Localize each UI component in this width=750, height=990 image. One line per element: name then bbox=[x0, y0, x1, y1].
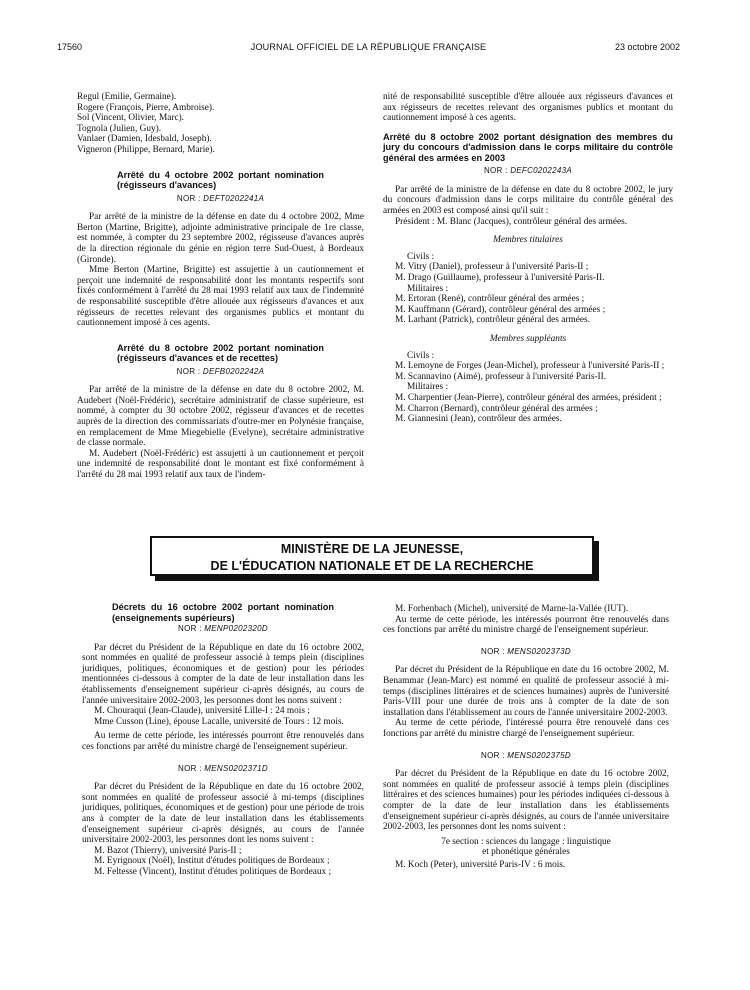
page-number: 17560 bbox=[57, 42, 83, 52]
group-label: Civils : bbox=[407, 350, 435, 361]
arrete-title: Arrêté du 8 octobre 2002 portant désignation des membres du jury du concours d'admission dans le corps militaire du contrôle général des armées en 2003 bbox=[383, 131, 673, 163]
nor-reference: NOR : DEFC0202243A bbox=[483, 166, 573, 176]
list-item: M. Drago (Guillaume), professeur à l'université Paris-II. bbox=[395, 273, 605, 284]
list-item: Tognola (Julien, Guy). bbox=[77, 123, 162, 134]
arrete-title: Arrêté du 8 octobre 2002 portant nomination (régisseurs d'avances et de recettes) bbox=[117, 342, 324, 364]
paragraph: Par arrêté de la ministre de la défense en date du 8 octobre 2002, le jury du concours d'admission dans le corps militaire du contrôle général des armées en 2003 est composé ainsi qu'il suit : bbox=[383, 184, 673, 217]
list-item: Regul (Emilie, Germaine). bbox=[77, 92, 177, 102]
top-left-column bbox=[77, 92, 364, 481]
list-item: M. Scannavino (Aimé), professeur à l'université Paris-II. bbox=[395, 371, 607, 382]
section-heading: Membres titulaires bbox=[493, 235, 563, 246]
nor-reference: NOR : MENS0202375D bbox=[481, 750, 571, 760]
nor-reference: NOR : MENS0202373D bbox=[481, 646, 571, 656]
paragraph: Par arrêté de la ministre de la défense en date du 8 octobre 2002, M. Audebert (Noël-Frédéric), secrétaire administratif de classe supérieure, est nommé, à compter du 30 octobre 2002, régisseur d'avances et de recettes auprès de la direction des commissariats d'outre-mer en Polynésie française, en remplacement de Mme Miegebielle (Evelyne), secrétaire administrative de classe normale. bbox=[77, 385, 364, 449]
list-item: M. Giannesini (Jean), contrôleur des armées. bbox=[395, 414, 562, 425]
list-item: Sol (Vincent, Olivier, Marc). bbox=[77, 113, 184, 124]
ministry-line-1: MINISTÈRE DE LA JEUNESSE, bbox=[280, 542, 464, 556]
list-item: M. Koch (Peter), université Paris-IV : 6 mois. bbox=[395, 859, 566, 870]
nor-reference: NOR : MENP0202320D bbox=[178, 624, 268, 633]
arrete-title: Arrêté du 4 octobre 2002 portant nomination (régisseurs d'avances) bbox=[117, 169, 324, 191]
paragraph: Par arrêté de la ministre de la défense en date du 4 octobre 2002, Mme Berton (Martine, Brigitte), adjointe administrative principale de 1re classe, est nommée, à compter du 23 septembre 2002, régisseuse d'avances auprès de la direction régionale du génie en région terre Sud-Ouest, à Bordeaux (Gironde). bbox=[77, 212, 364, 265]
list-item: M. Charpentier (Jean-Pierre), contrôleur général des armées, président ; bbox=[395, 392, 662, 403]
list-item: M. Eyrignoux (Noël), Institut d'études politiques de Bordeaux ; bbox=[94, 856, 330, 867]
paragraph: nité de responsabilité susceptible d'être allouée aux régisseurs d'avances et aux régisseurs de recettes relevant des organismes publics et montant du cautionnement imposé à ces agents. bbox=[383, 92, 673, 124]
list-item: M. Larhant (Patrick), contrôleur général des armées. bbox=[395, 315, 590, 326]
decret-title: Décrets du 16 octobre 2002 portant nomination (enseignements supérieurs) bbox=[112, 602, 334, 623]
section-label: 7e section : sciences du langage : linguistique bbox=[441, 836, 611, 847]
list-item: M. Ertoran (René), contrôleur général des armées ; bbox=[395, 294, 585, 305]
nor-reference: NOR : DEFB0202242A bbox=[176, 366, 265, 376]
list-item: M. Vitry (Daniel), professeur à l'université Paris-II ; bbox=[395, 262, 589, 273]
list-item: Mme Cusson (Line), épouse Lacalle, université de Tours : 12 mois. bbox=[94, 716, 344, 727]
group-label: Civils : bbox=[407, 251, 435, 262]
list-item: M. Forhenbach (Michel), université de Marne-la-Vallée (IUT). bbox=[395, 604, 629, 614]
list-item: M. Chouraqui (Jean-Claude), université Lille-I : 24 mois ; bbox=[94, 706, 310, 717]
list-item: Vanlaer (Damien, Idesbald, Joseph). bbox=[77, 134, 212, 145]
list-item: Vigneron (Philippe, Bernard, Marie). bbox=[77, 144, 215, 155]
top-right-column bbox=[383, 92, 673, 425]
list-item: M. Lemoyne de Forges (Jean-Michel), professeur à l'université Paris-II ; bbox=[395, 361, 665, 372]
list-item: M. Feltesse (Vincent), Institut d'études politiques de Bordeaux ; bbox=[94, 866, 332, 877]
nor-reference: NOR : DEFT0202241A bbox=[176, 193, 265, 203]
paragraph: Par décret du Président de la République en date du 16 octobre 2002, sont nommées en qualité de professeur associé à temps plein (disciplines juridiques, politiques, économiques et de gestion) pour les périodes mentionnées ci-dessous à compter de la date de leur installation dans les établissements d'enseignement supérieur ci-après désignés, au cours de l'année universitaire 2002-2003, les personnes dont les noms suivent : bbox=[82, 642, 364, 706]
paragraph: Par décret du Président de la République en date du 16 octobre 2002, sont nommées en qualité de professeur associé à mi-temps (disciplines juridiques, politiques, économiques et de gestion) pour une période de trois ans à compter de la date de leur installation dans les établissements d'enseignement supérieur ci-après désignés, au cours de l'année universitaire 2002-2003, les personnes dont les noms suivent : bbox=[82, 782, 364, 846]
list-item: M. Bazot (Thierry), université Paris-II ; bbox=[94, 845, 242, 856]
group-label: Militaires : bbox=[407, 283, 449, 294]
paragraph: Par décret du Président de la République en date du 16 octobre 2002, M. Benammar (Jean-Marc) est nommé en qualité de professeur associé à mi-temps (disciplines littéraires et de sciences humaines) auprès de l'université Paris-VIII pour une durée de trois ans à compter de la date de son installation dans l'établissement au cours de l'année universitaire 2002-2003. bbox=[383, 665, 669, 718]
group-label: Militaires : bbox=[407, 382, 449, 393]
bottom-left-column bbox=[82, 602, 364, 877]
names-list bbox=[77, 92, 364, 156]
paragraph: Au terme de cette période, les intéressés pourront être renouvelés dans ces fonctions par arrêté du ministre chargé de l'enseignement supérieur. bbox=[383, 614, 669, 636]
nor-reference: NOR : MENS0202371D bbox=[178, 763, 268, 773]
list-item: M. Charron (Bernard), contrôleur général des armées ; bbox=[395, 403, 598, 414]
section-heading: Membres suppléants bbox=[489, 334, 567, 344]
paragraph: Au terme de cette période, l'intéressé pourra être renouvelé dans ces fonctions par arrêté du ministre chargé de l'enseignement supérieur. bbox=[383, 718, 669, 739]
section-label: et phonétique générales bbox=[482, 847, 570, 858]
bottom-right-column bbox=[383, 604, 669, 870]
paragraph: M. Audebert (Noël-Frédéric) est assujetti à un cautionnement et perçoit une indemnité de responsabilité dont le montant est fixé conformément à l'arrêté du 28 mai 1993 relatif aux taux de l'indem- bbox=[77, 448, 364, 481]
paragraph: Par décret du Président de la République en date du 16 octobre 2002, sont nommées en qualité de professeur associé à temps plein (disciplines littéraires et des sciences humaines) pour les périodes indiquées ci-dessous à compter de la date de leur installation dans les établissements d'enseignement supérieur ci-après désignés, au cours de l'année universitaire 2002-2003, les personnes dont les noms suivent : bbox=[383, 769, 669, 833]
president-line: Président : M. Blanc (Jacques), contrôleur général des armées. bbox=[395, 216, 628, 227]
paragraph: Au terme de cette période, les intéressés pourront être renouvelés dans ces fonctions par arrêté du ministre chargé de l'enseignement supérieur. bbox=[82, 731, 364, 752]
journal-title: JOURNAL OFFICIEL DE LA RÉPUBLIQUE FRANÇAISE bbox=[250, 42, 487, 52]
issue-date: 23 octobre 2002 bbox=[614, 42, 680, 52]
ministry-banner bbox=[150, 536, 594, 576]
ministry-line-2: DE L'ÉDUCATION NATIONALE ET DE LA RECHERCHE bbox=[210, 559, 534, 573]
list-item: Rogere (François, Pierre, Ambroise). bbox=[77, 102, 215, 113]
list-item: M. Kauffmann (Gérard), contrôleur général des armées ; bbox=[395, 304, 606, 315]
paragraph: Mme Berton (Martine, Brigitte) est assujettie à un cautionnement et perçoit une indemnité de responsabilité dont les montants respectifs sont fixés conformément à l'arrêté du 28 mai 1993 relatif aux taux de l'indemnité de responsabilité susceptible d'être allouée aux régisseurs d'avances et aux régisseurs de recettes relevant des organismes publics et montant du cautionnement imposé à ces agents. bbox=[77, 265, 364, 329]
